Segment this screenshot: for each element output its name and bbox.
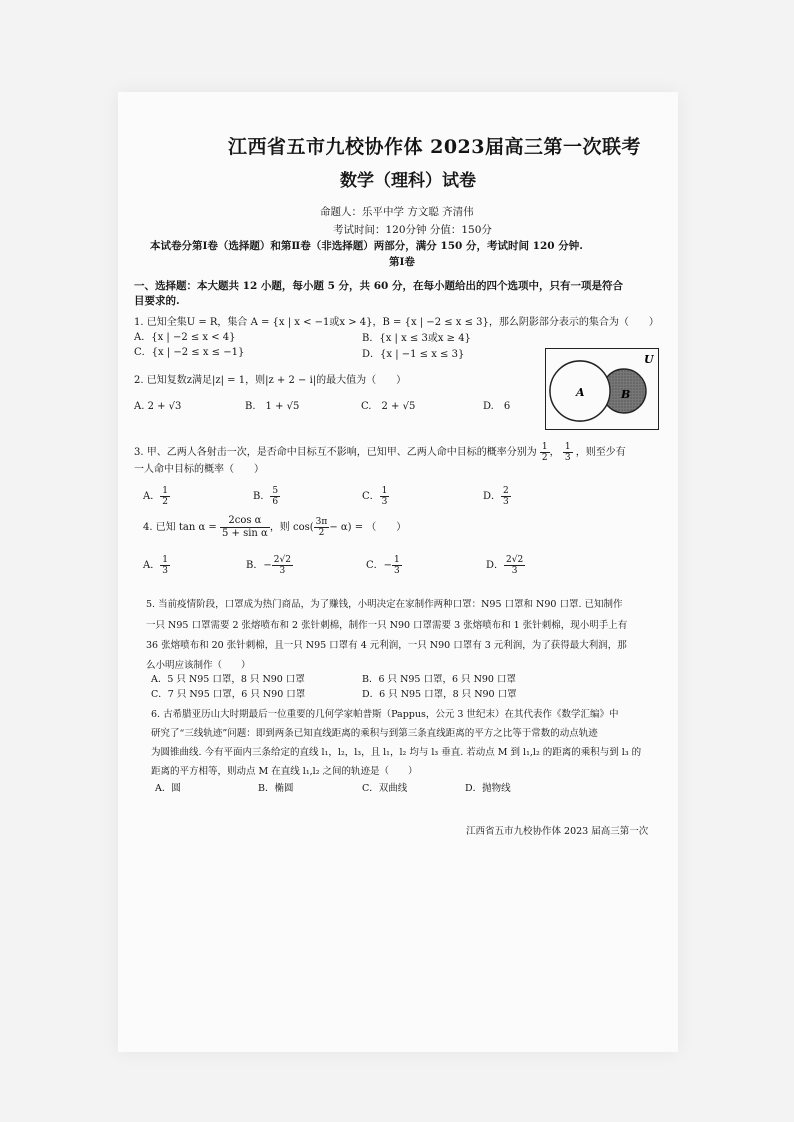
- q5-option-d: D．6 只 N95 口罩，8 只 N90 口罩: [362, 689, 517, 700]
- q4-c-frac: [392, 555, 402, 576]
- q4-a-frac: [160, 555, 170, 576]
- q4-a-label: A．: [143, 560, 161, 571]
- q3-prob-jia: [540, 442, 550, 463]
- q6-option-a: A．圆: [155, 783, 181, 794]
- q2-option-c: C. 2 + √5: [361, 401, 416, 412]
- section1-line2: 目要求的.: [134, 295, 180, 307]
- exam-title: 江西省五市九校协作体 2023届高三第一次联考: [228, 136, 641, 158]
- q4-stem-pre: 4. 已知 tan α =: [143, 522, 217, 533]
- q3-prob-yi-num: 1: [564, 442, 571, 452]
- q4-b-label: B．−: [246, 560, 272, 571]
- q4-angle-den: 2: [318, 528, 325, 538]
- exam-subtitle: 数学（理科）试卷: [340, 171, 476, 191]
- q3-prob-yi-den: 3: [564, 453, 571, 463]
- q4-stem: [143, 515, 406, 540]
- venn-label-b: B: [621, 388, 631, 401]
- q4-option-d: [486, 555, 525, 576]
- q5-option-c: C．7 只 N95 口罩，6 只 N90 口罩: [151, 689, 306, 700]
- venn-svg: [546, 349, 658, 429]
- q6-option-d: D．抛物线: [465, 783, 511, 794]
- q4-option-c: [366, 555, 402, 576]
- q2-option-a: A. 2 + √3: [134, 401, 182, 412]
- q6-line4: 距离的平方相等，则动点 M 在直线 l₁,l₂ 之间的轨迹是（ ）: [151, 766, 418, 777]
- section1-line1: 一、选择题：本大题共 12 小题，每小题 5 分，共 60 分，在每小题给出的四个选项中，只有一项是符合: [134, 280, 623, 292]
- part-label: 第Ⅰ卷: [389, 256, 415, 268]
- q3-d-num: 2: [503, 486, 509, 496]
- exam-notice: 本试卷分第Ⅰ卷（选择题）和第Ⅱ卷（非选择题）两部分，满分 150 分，考试时间 120 分钟.: [150, 240, 583, 252]
- q3-c-den: 3: [381, 497, 388, 507]
- q4-a-den: 3: [162, 566, 168, 576]
- q4-tan-num: 2cos α: [220, 515, 270, 528]
- q4-stem-post: − α) = （ ）: [329, 522, 407, 533]
- q3-c-label: C．: [362, 491, 380, 502]
- q2-option-d: D. 6: [483, 401, 511, 412]
- q3-d-den: 3: [503, 497, 509, 507]
- q3-b-num: 5: [272, 486, 279, 496]
- q5-option-b: B．6 只 N95 口罩，6 只 N90 口罩: [362, 674, 516, 685]
- q2-stem: 2. 已知复数z满足|z| = 1，则|z + 2 − i|的最大值为（ ）: [134, 375, 407, 386]
- q4-c-den: 3: [394, 566, 400, 576]
- q1-option-b: B．{x | x ≤ 3或x ≥ 4}: [362, 333, 471, 344]
- q4-d-den: 3: [511, 566, 518, 576]
- page-footer: 江西省五市九校协作体 2023 届高三第一次: [466, 826, 649, 837]
- q3-a-num: 1: [162, 486, 168, 496]
- q3-option-c: [362, 486, 389, 507]
- q2-option-b: B. 1 + √5: [245, 401, 300, 412]
- venn-label-a: A: [576, 386, 585, 399]
- q4-tan-den: 5 + sin α: [222, 528, 268, 539]
- exam-authors: 命题人：乐平中学 方文聪 齐清伟: [320, 206, 474, 218]
- q3-c-frac: [380, 486, 390, 507]
- q4-angle-frac: [314, 517, 330, 538]
- q4-c-num: 1: [394, 555, 400, 565]
- q6-line1: 6. 古希腊亚历山大时期最后一位重要的几何学家帕普斯（Pappus，公元 3 世纪末）在其代表作《数学汇编》中: [151, 709, 619, 720]
- q4-stem-mid: ，则 cos(: [269, 522, 314, 533]
- q5-line1: 5. 当前疫情阶段，口罩成为热门商品，为了赚钱，小明决定在家制作两种口罩：N95 口罩和 N90 口罩. 已知制作: [146, 599, 623, 610]
- q4-b-den: 3: [279, 566, 286, 576]
- q4-c-label: C．−: [366, 560, 393, 571]
- q4-d-frac: [504, 555, 525, 576]
- q3-a-frac: [160, 486, 170, 507]
- q5-line2: 一只 N95 口罩需要 2 张熔喷布和 2 张针刺棉，制作一只 N90 口罩需要 3 张熔喷布和 1 张针刺棉，现小明手上有: [146, 620, 628, 631]
- q3-d-frac: [501, 486, 511, 507]
- venn-label-u: U: [644, 353, 654, 366]
- q3-option-b: [253, 486, 280, 507]
- q3-b-label: B．: [253, 491, 271, 502]
- q4-b-num: 2√2: [273, 555, 291, 565]
- q3-a-label: A．: [143, 491, 161, 502]
- q3-prob-jia-num: 1: [541, 442, 548, 452]
- q4-option-a: [143, 555, 170, 576]
- q3-b-frac: [270, 486, 280, 507]
- venn-diagram: [545, 348, 659, 430]
- q5-option-a: A．5 只 N95 口罩，8 只 N90 口罩: [151, 674, 305, 685]
- q3-c-num: 1: [381, 486, 388, 496]
- q3-line2: 一人命中目标的概率（ ）: [134, 464, 264, 475]
- q4-d-num: 2√2: [506, 555, 524, 565]
- q3-d-label: D．: [483, 491, 502, 502]
- q1-stem: 1. 已知全集U = R，集合 A = {x | x < −1或x > 4}，B = {x | −2 ≤ x ≤ 3}，那么阴影部分表示的集合为（ ）: [134, 317, 659, 328]
- q4-option-b: [246, 555, 293, 576]
- q6-line3: 为圆锥曲线. 今有平面内三条给定的直线 l₁，l₂，l₃，且 l₁，l₂ 均与 l₃ 垂直. 若动点 M 到 l₁,l₂ 的距离的乘积与到 l₃ 的: [151, 747, 642, 758]
- q3-prob-jia-den: 2: [541, 453, 548, 463]
- q5-line4: 么小明应该制作（ ）: [146, 660, 251, 671]
- q3-option-d: [483, 486, 511, 507]
- exam-time-score: 考试时间：120分钟 分值：150分: [333, 224, 492, 236]
- q4-tan-frac: [220, 515, 270, 540]
- q3-prob-yi: [563, 442, 573, 463]
- q3-a-den: 2: [162, 497, 168, 507]
- q3-stem-pre: 3. 甲、乙两人各射击一次，是否命中目标互不影响，已知甲、乙两人命中目标的概率分别为: [134, 447, 537, 458]
- q4-a-num: 1: [162, 555, 168, 565]
- q6-option-b: B．椭圆: [258, 783, 294, 794]
- q1-option-c: C．{x | −2 ≤ x ≤ −1}: [134, 347, 245, 358]
- q6-line2: 研究了“三线轨迹”问题：即到两条已知直线距离的乘积与到第三条直线距离的平方之比等于常数的动点轨迹: [151, 728, 598, 739]
- q3-stem-post: ，则至少有: [575, 447, 626, 458]
- q4-d-label: D．: [486, 560, 505, 571]
- q4-b-frac: [272, 555, 293, 576]
- q6-option-c: C．双曲线: [362, 783, 408, 794]
- q3-stem: 3. 甲、乙两人各射击一次，是否命中目标互不影响，已知甲、乙两人命中目标的概率分别为 $\frac{1}{2}$ ， $\frac{1}{3}$ ，则至少有: [134, 442, 626, 463]
- q4-angle-num: 3π: [315, 517, 328, 527]
- q1-option-a: A．{x | −2 ≤ x < 4}: [134, 332, 236, 343]
- q1-option-d: D．{x | −1 ≤ x ≤ 3}: [362, 349, 465, 360]
- q3-b-den: 6: [272, 497, 279, 507]
- q5-line3: 36 张熔喷布和 20 张针刺棉，且一只 N95 口罩有 4 元利润，一只 N90 口罩有 3 元利润，为了获得最大利润，那: [146, 640, 627, 651]
- q3-option-a: [143, 486, 170, 507]
